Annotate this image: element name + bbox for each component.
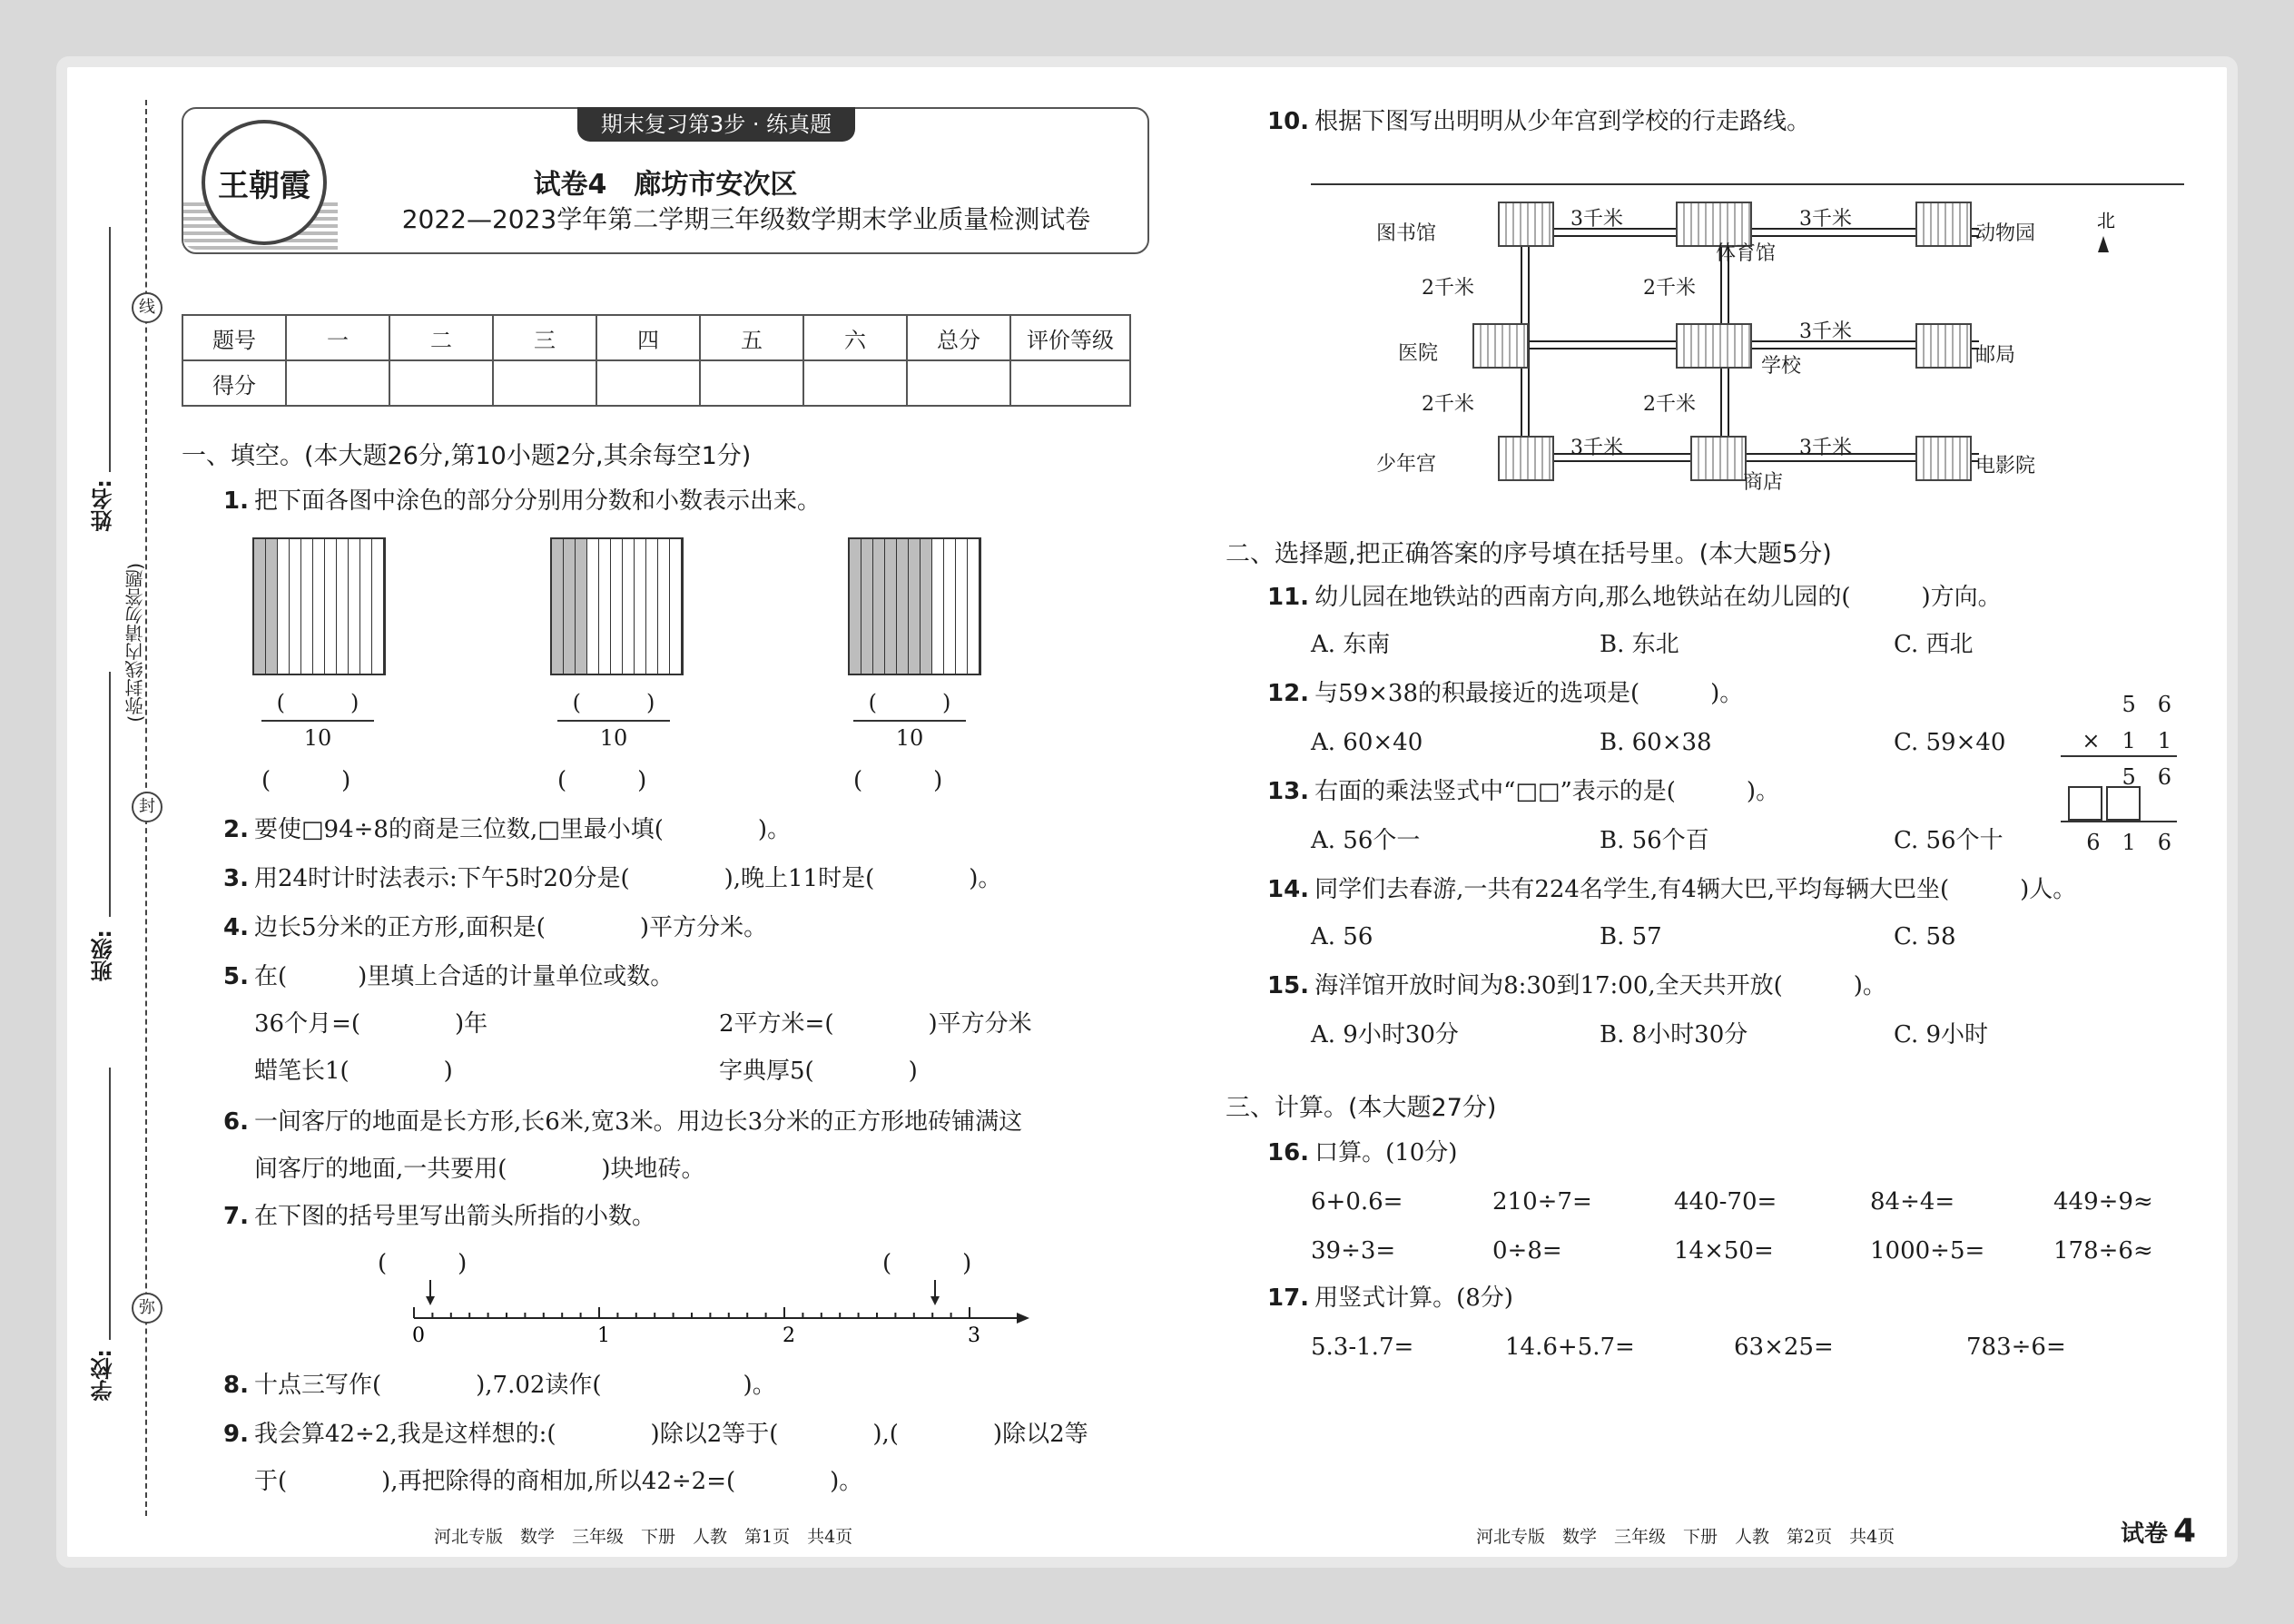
tick-label: 1 <box>597 1324 610 1347</box>
exam-subtitle: 2022—2023学年第二学期三年级数学期末学业质量检测试卷 <box>401 204 1091 234</box>
question-4: 4. 边长5分米的正方形,面积是( )平方分米。 <box>223 914 768 941</box>
decimal-answer-2[interactable]: ( ) <box>557 767 647 794</box>
footer-left: 河北专版 数学 三年级 下册 人教 第1页 共4页 <box>434 1527 853 1547</box>
answer-line[interactable] <box>1311 183 2184 185</box>
review-tag: 期末复习第3步 · 练真题 <box>577 107 855 142</box>
map-shop: 商店 <box>1743 471 1784 494</box>
question-1: 1. 把下面各图中涂色的部分分别用分数和小数表示出来。 <box>223 487 821 515</box>
arrow-2-answer[interactable]: ( ) <box>882 1250 972 1277</box>
school-label: 学校: <box>91 1349 116 1402</box>
paper-number: 4 <box>2173 1512 2197 1550</box>
question-5d: 字典厚5( ) <box>719 1058 918 1085</box>
shaded-bars-2 <box>550 537 684 675</box>
school-icon <box>1676 323 1752 369</box>
option-13b[interactable]: B. 56个百 <box>1600 827 1709 854</box>
distance-label: 3千米 <box>1570 208 1623 231</box>
paper-label <box>2121 1512 2196 1550</box>
vertical-calc-item[interactable]: 783÷6= <box>1966 1334 2066 1361</box>
section-3-title: 三、计算。(本大题27分) <box>1226 1094 1497 1122</box>
option-12a[interactable]: A. 60×40 <box>1311 729 1423 756</box>
footer-right: 河北专版 数学 三年级 下册 人教 第2页 共4页 <box>1476 1527 1895 1547</box>
class-label: 班级: <box>91 930 116 982</box>
name-field[interactable] <box>109 227 111 472</box>
question-11: 11. 幼儿园在地铁站的西南方向,那么地铁站在幼儿园的( )方向。 <box>1267 584 2002 611</box>
exam-header <box>182 107 1149 254</box>
no-answer-note: (弥封线内请勿答题) <box>124 563 146 723</box>
question-14: 14. 同学们去春游,一共有224名学生,有4辆大巴,平均每辆大巴坐( )人。 <box>1267 876 2077 903</box>
map-post: 邮局 <box>1975 344 2016 367</box>
distance-label: 3千米 <box>1570 437 1623 459</box>
calc-item[interactable]: 178÷6≈ <box>2053 1237 2153 1265</box>
seal-mark-xian: 线 <box>132 292 162 323</box>
question-5b: 2平方米=( )平方分米 <box>719 1010 1032 1038</box>
option-12c[interactable]: C. 59×40 <box>1894 729 2006 756</box>
score-input[interactable] <box>803 360 907 406</box>
vert-row-3: 5 6 <box>2122 764 2171 790</box>
section-1-title: 一、填空。(本大题26分,第10小题2分,其余每空1分) <box>182 442 752 470</box>
score-input[interactable] <box>907 360 1010 406</box>
score-table <box>182 314 1131 407</box>
blank-box <box>2068 786 2102 821</box>
distance-label: 3千米 <box>1799 437 1852 459</box>
option-11c[interactable]: C. 西北 <box>1894 631 1974 658</box>
north-label: 北 <box>2097 210 2115 231</box>
hospital-icon <box>1472 323 1529 369</box>
score-cell: 一 <box>286 315 389 360</box>
decimal-answer-1[interactable]: ( ) <box>261 767 351 794</box>
option-13a[interactable]: A. 56个一 <box>1311 827 1421 854</box>
option-11a[interactable]: A. 东南 <box>1311 631 1391 658</box>
question-13: 13. 右面的乘法竖式中“□□”表示的是( )。 <box>1267 778 1780 805</box>
decimal-answer-3[interactable]: ( ) <box>853 767 943 794</box>
seal-mark-feng: 封 <box>132 792 162 822</box>
question-5a: 36个月=( )年 <box>254 1010 488 1038</box>
option-15a[interactable]: A. 9小时30分 <box>1311 1021 1459 1048</box>
question-2: 2. 要使□94÷8的商是三位数,□里最小填( )。 <box>223 816 792 843</box>
question-6-cont: 间客厅的地面,一共要用( )块地砖。 <box>254 1156 705 1183</box>
paper-label-text: 试卷 <box>2121 1521 2169 1548</box>
question-6: 6. 一间客厅的地面是长方形,长6米,宽3米。用边长3分米的正方形地砖铺满这 <box>223 1108 1023 1136</box>
map-youth-palace: 少年宫 <box>1376 453 1437 476</box>
north-arrow-icon <box>2098 236 2109 252</box>
score-cell: 三 <box>493 315 596 360</box>
tick-label: 3 <box>968 1324 980 1347</box>
question-7: 7. 在下图的括号里写出箭头所指的小数。 <box>223 1203 655 1230</box>
blank-box <box>2106 786 2141 821</box>
distance-label: 2千米 <box>1643 393 1696 416</box>
vertical-calc-item[interactable]: 5.3-1.7= <box>1311 1334 1414 1361</box>
score-input[interactable] <box>286 360 389 406</box>
score-value-row <box>182 360 1130 406</box>
option-13c[interactable]: C. 56个十 <box>1894 827 2004 854</box>
question-5c: 蜡笔长1( ) <box>254 1058 453 1085</box>
shop-icon <box>1690 436 1747 481</box>
question-9: 9. 我会算42÷2,我是这样想的:( )除以2等于( ),( )除以2等 <box>223 1421 1088 1448</box>
vertical-calc-item[interactable]: 63×25= <box>1734 1334 1834 1361</box>
option-11b[interactable]: B. 东北 <box>1600 631 1679 658</box>
map-gym: 体育馆 <box>1716 242 1777 265</box>
school-field[interactable] <box>109 1068 111 1340</box>
fraction-answer-2[interactable]: ( ) 10 <box>557 684 670 751</box>
score-input[interactable] <box>596 360 700 406</box>
calc-item[interactable]: 1000÷5= <box>1870 1237 1985 1265</box>
score-cell: 总分 <box>907 315 1010 360</box>
option-15b[interactable]: B. 8小时30分 <box>1600 1021 1748 1048</box>
map-zoo: 动物园 <box>1975 222 2036 245</box>
calc-item[interactable]: 449÷9≈ <box>2053 1188 2153 1216</box>
score-header-row <box>182 315 1130 360</box>
distance-label: 3千米 <box>1799 320 1852 343</box>
option-14b[interactable]: B. 57 <box>1600 923 1662 950</box>
arrow-1-answer[interactable]: ( ) <box>378 1250 468 1277</box>
score-cell: 得分 <box>182 360 286 406</box>
post-office-icon <box>1915 323 1972 369</box>
shaded-bars-1 <box>252 537 386 675</box>
question-17: 17. 用竖式计算。(8分) <box>1267 1284 1513 1312</box>
cinema-icon <box>1915 436 1972 481</box>
score-cell: 五 <box>700 315 803 360</box>
shaded-bars-3 <box>848 537 981 675</box>
map-hospital: 医院 <box>1398 342 1439 365</box>
library-icon <box>1498 202 1554 247</box>
option-14c[interactable]: C. 58 <box>1894 923 1956 950</box>
section-2-title: 二、选择题,把正确答案的序号填在括号里。(本大题5分) <box>1226 540 1832 568</box>
fraction-answer-3[interactable]: ( ) 10 <box>853 684 966 751</box>
vertical-calc-item[interactable]: 14.6+5.7= <box>1505 1334 1635 1361</box>
score-cell: 题号 <box>182 315 286 360</box>
question-10: 10. 根据下图写出明明从少年宫到学校的行走路线。 <box>1267 108 1811 135</box>
score-input[interactable] <box>493 360 596 406</box>
question-3: 3. 用24时计时法表示:下午5时20分是( ),晚上11时是( )。 <box>223 865 1002 892</box>
logo-text: 王朝霞 <box>218 167 310 204</box>
tick-label: 0 <box>412 1324 425 1347</box>
distance-label: 3千米 <box>1799 208 1852 231</box>
question-1-text: 把下面各图中涂色的部分分别用分数和小数表示出来。 <box>253 487 821 515</box>
score-cell: 四 <box>596 315 700 360</box>
map-cinema: 电影院 <box>1975 455 2036 477</box>
score-input[interactable] <box>700 360 803 406</box>
question-15: 15. 海洋馆开放时间为8:30到17:00,全天共开放( )。 <box>1267 972 1886 999</box>
calc-item[interactable]: 84÷4= <box>1870 1188 1955 1216</box>
calc-item[interactable]: 440-70= <box>1674 1188 1777 1216</box>
calc-item[interactable]: 0÷8= <box>1492 1237 1562 1265</box>
question-12: 12. 与59×38的积最接近的选项是( )。 <box>1267 680 1744 707</box>
calc-item[interactable]: 39÷3= <box>1311 1237 1396 1265</box>
seal-mark-mi: 弥 <box>132 1293 162 1324</box>
score-input[interactable] <box>389 360 493 406</box>
name-label: 姓名: <box>91 479 116 532</box>
zoo-icon <box>1915 202 1972 247</box>
score-cell: 二 <box>389 315 493 360</box>
vert-line <box>2061 821 2177 822</box>
vert-line <box>2061 755 2177 757</box>
vert-row-5: 6 1 6 <box>2086 830 2171 855</box>
option-14a[interactable]: A. 56 <box>1311 923 1373 950</box>
distance-label: 2千米 <box>1422 393 1474 416</box>
distance-label: 2千米 <box>1643 277 1696 300</box>
calc-item[interactable]: 6+0.6= <box>1311 1188 1403 1216</box>
calc-item[interactable]: 14×50= <box>1674 1237 1774 1265</box>
distance-label: 2千米 <box>1422 277 1474 300</box>
score-cell: 评价等级 <box>1010 315 1130 360</box>
vert-row-1: 5 6 <box>2122 692 2171 717</box>
exam-title: 试卷4 廊坊市安次区 <box>533 169 798 201</box>
question-16: 16. 口算。(10分) <box>1267 1139 1458 1166</box>
tick-label: 2 <box>783 1324 795 1347</box>
vertical-multiplication <box>2061 686 2177 859</box>
option-15c[interactable]: C. 9小时 <box>1894 1021 1989 1048</box>
question-8: 8. 十点三写作( ),7.02读作( )。 <box>223 1372 776 1399</box>
option-12b[interactable]: B. 60×38 <box>1600 729 1712 756</box>
fraction-answer-1[interactable]: ( ) 10 <box>261 684 374 751</box>
score-cell: 六 <box>803 315 907 360</box>
map-school: 学校 <box>1761 355 1802 378</box>
question-9-cont: 于( ),再把除得的商相加,所以42÷2=( )。 <box>254 1468 863 1495</box>
question-5: 5. 在( )里填上合适的计量单位或数。 <box>223 963 674 990</box>
youth-palace-icon <box>1498 436 1554 481</box>
map-library: 图书馆 <box>1376 222 1437 245</box>
vert-row-2: × 1 1 <box>2082 728 2171 753</box>
calc-item[interactable]: 210÷7= <box>1492 1188 1592 1216</box>
class-field[interactable] <box>109 672 111 917</box>
vert-boxes <box>2068 786 2141 821</box>
score-input[interactable] <box>1010 360 1130 406</box>
